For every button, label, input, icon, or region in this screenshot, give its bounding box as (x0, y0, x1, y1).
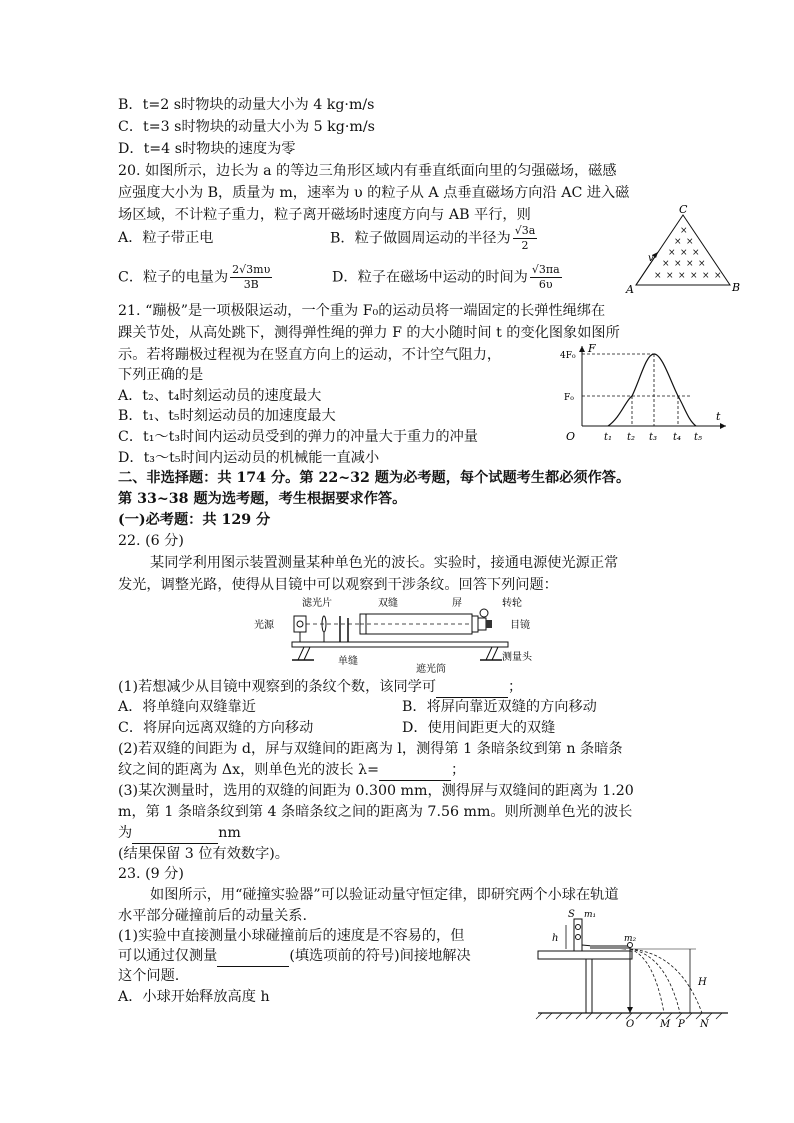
label-p: P (678, 1019, 685, 1030)
q22-part3-note: (结果保留 3 位有效数字)。 (118, 846, 289, 862)
q20-stem-line2: 应强度大小为 B，质量为 m，速率为 υ 的粒子从 A 点垂直磁场方向沿 AC 进入磁 (118, 185, 630, 201)
q22-part3-line1: (3)某次测量时，选用的双缝的间距为 0.300 mm，测得屏与双缝间的距离为 1.20 (118, 783, 634, 799)
label-head: 测量头 (502, 652, 532, 663)
q20-option-b-denominator: 2 (521, 239, 529, 252)
trajectory-p (630, 949, 680, 1013)
q21-option-c: C．t₁～t₃时间内运动员受到的弹力的冲量大于重力的冲量 (118, 429, 478, 445)
q22-apparatus-figure (248, 594, 544, 676)
q22-part3-line2: m，第 1 条暗条纹到第 4 条暗条纹之间的距离为 7.56 mm。则所测单色光的波长 (118, 804, 633, 820)
q22-part1-text: (1)若想减少从目镜中观察到的条纹个数，该同学可 (118, 679, 437, 695)
q22-part1-end: ； (508, 679, 523, 695)
field-mark: × (666, 271, 674, 281)
eyepiece (486, 620, 492, 628)
q22-part1-blank[interactable] (436, 677, 508, 698)
q22-part3-blank[interactable] (132, 823, 218, 844)
label-m1: m₁ (584, 910, 597, 920)
q22-option-b: B．将屏向靠近双缝的方向移动 (402, 699, 597, 715)
q21-stem-line2: 踝关节处，从高处跳下，测得弹性绳的弹力 F 的大小随时间 t 的变化图象如图所 (118, 325, 620, 341)
screen-plate (472, 616, 478, 632)
q22-part3-line3 (118, 823, 241, 844)
q23-part1-line3: 这个问题. (118, 968, 180, 984)
q20-stem-line3: 场区域，不计粒子重力，粒子离开磁场时速度方向与 AB 平行，则 (118, 207, 531, 223)
field-marks (654, 226, 722, 281)
label-v: v (648, 253, 654, 264)
field-mark: × (698, 259, 706, 269)
tick-t4: t₄ (673, 432, 682, 443)
x-axis-label: t (716, 410, 721, 423)
y-axis-arrow-icon (579, 346, 585, 352)
q19-option-b: B．t=2 s时物块的动量大小为 4 kg·m/s (118, 97, 375, 113)
q23-part1-suffix: (填选项前的符号)间接地解决 (289, 948, 471, 964)
bench-leg-left (304, 647, 310, 660)
q20-option-d-fraction (530, 263, 562, 292)
label-s: S (568, 909, 575, 920)
q23-intro-line1: 如图所示，用“碰撞实验器”可以验证动量守恒定律，即研究两个小球在轨道 (150, 887, 619, 903)
q20-option-a: A．粒子带正电 (118, 230, 214, 246)
drop-arrow-icon (627, 1007, 633, 1013)
field-mark: × (686, 237, 694, 247)
q22-part3-prefix: 为 (118, 825, 133, 841)
q20-option-c-fraction (230, 263, 272, 292)
q21-option-d: D．t₃～t₅时间内运动员的机械能一直减小 (118, 450, 380, 466)
section2-line2: 第 33~38 题为选考题，考生根据要求作答。 (118, 491, 407, 507)
label-o: O (626, 1019, 635, 1030)
section2-line3: (一)必考题：共 129 分 (118, 512, 271, 528)
q20-option-c-denominator: 3B (243, 278, 259, 291)
tick-t5: t₅ (694, 432, 703, 443)
q20-stem-line1: 20. 如图所示，边长为 a 的等边三角形区域内有垂直纸面向里的匀强磁场，磁感 (118, 163, 617, 179)
q22-part2-end: ； (450, 762, 466, 778)
tick-t3: t₃ (649, 432, 658, 443)
q22-intro-line1: 某同学利用图示装置测量某种单色光的波长。实验时，接通电源使光源正常 (150, 555, 619, 571)
q20-option-d (332, 263, 564, 292)
label-single-slit: 单缝 (338, 656, 358, 667)
light-source-box (294, 616, 306, 632)
q21-option-a: A．t₂、t₄时刻运动员的速度最大 (118, 388, 322, 404)
tick-f0: F₀ (564, 393, 574, 403)
label-eyepiece: 目镜 (510, 620, 530, 631)
q19-option-c: C．t=3 s时物块的动量大小为 5 kg·m/s (118, 119, 375, 135)
track (590, 945, 630, 949)
q22-intro-line2: 发光，调整光路，使得从目镜中可以观察到干涉条纹。回答下列问题： (118, 577, 558, 593)
q23-header: 23. (9 分) (118, 866, 184, 882)
field-mark: × (674, 237, 682, 247)
q20-triangle-figure (622, 203, 742, 295)
q21-stem-line4: 下列正确的是 (118, 367, 204, 383)
q22-part1 (118, 677, 522, 698)
tick-t2: t₂ (627, 432, 636, 443)
q23-collision-figure (530, 905, 730, 1030)
q20-option-d-denominator: 6υ (538, 278, 553, 291)
q21-stem-line3: 示。若将蹦极过程视为在竖直方向上的运动，不计空气阻力， (118, 347, 502, 363)
field-mark: × (654, 271, 662, 281)
q20-option-c-numerator: 2√3mυ (232, 263, 271, 276)
label-c: C (679, 203, 688, 216)
field-mark: × (674, 259, 682, 269)
wheel-icon (480, 609, 488, 617)
label-m2: m₂ (624, 934, 637, 944)
label-filter: 滤光片 (302, 598, 332, 609)
label-wheel: 转轮 (502, 598, 522, 609)
y-axis-label: F (588, 342, 596, 355)
field-mark: × (662, 259, 670, 269)
q22-part2-line1: (2)若双缝的间距为 d，屏与双缝间的距离为 l，测得第 1 条暗条纹到第 n 条暗条 (118, 741, 623, 757)
field-mark: × (668, 248, 676, 258)
q20-option-b-numerator: √3a (514, 224, 536, 237)
section2-line1: 二、非选择题：共 174 分。第 22~32 题为必考题，每个试题考生都必须作答。 (118, 470, 631, 486)
q19-option-d: D．t=4 s时物块的速度为零 (118, 141, 296, 157)
field-mark: × (686, 259, 694, 269)
optical-bench (292, 642, 508, 647)
field-mark: × (702, 271, 710, 281)
q22-option-d: D．使用间距更大的双缝 (402, 720, 556, 736)
tick-t1: t₁ (604, 432, 613, 443)
label-h: h (552, 933, 559, 944)
q22-part2-line2 (118, 760, 465, 781)
q23-option-a: A．小球开始释放高度 h (118, 989, 270, 1005)
q23-part1-line2 (118, 946, 471, 967)
field-mark: × (678, 271, 686, 281)
q20-option-d-numerator: √3πa (531, 263, 560, 276)
force-curve (608, 354, 696, 426)
label-m: M (660, 1019, 671, 1030)
label-H: H (698, 977, 707, 988)
q21-force-time-graph (560, 340, 735, 448)
field-mark: × (692, 248, 700, 258)
q22-part3-unit: nm (218, 825, 241, 841)
measuring-head (478, 618, 486, 630)
q22-option-a: A．将单缝向双缝靠近 (118, 699, 256, 715)
bench-leg-right (486, 647, 492, 660)
q20-option-d-text: D．粒子在磁场中运动的时间为 (332, 269, 528, 286)
label-b: B (732, 281, 741, 294)
q23-part1-line1: (1)实验中直接测量小球碰撞前后的速度是不容易的，但 (118, 928, 465, 944)
field-mark: × (714, 271, 722, 281)
x-axis-arrow-icon (720, 423, 726, 429)
label-source: 光源 (254, 620, 274, 631)
q22-header: 22. (6 分) (118, 533, 184, 549)
label-double-slit: 双缝 (378, 598, 398, 609)
field-mark: × (690, 271, 698, 281)
q20-option-c (118, 263, 274, 292)
q22-option-c: C．将屏向远离双缝的方向移动 (118, 720, 314, 736)
label-screen: 屏 (452, 598, 462, 609)
trajectory-m (630, 949, 664, 1013)
q23-part1-blank[interactable] (217, 946, 289, 967)
field-mark: × (680, 226, 688, 236)
bench-leg-left (298, 647, 304, 660)
q22-part2-text: 纹之间的距离为 Δx，则单色光的波长 λ= (118, 762, 379, 778)
q20-option-b-text: B．粒子做圆周运动的半径为 (330, 230, 511, 247)
q21-stem-line1: 21. “蹦极”是一项极限运动，一个重为 F₀的运动员将一端固定的长弹性绳绑在 (118, 303, 606, 319)
tick-4f0: 4F₀ (560, 351, 576, 361)
label-a: A (626, 283, 634, 295)
q20-option-b-fraction (513, 224, 538, 253)
q20-option-c-text: C．粒子的电量为 (118, 269, 229, 286)
q20-option-b (330, 224, 539, 253)
bench-leg-right (492, 647, 498, 660)
table-top (538, 951, 632, 959)
q23-intro-line2: 水平部分碰撞前后的动量关系. (118, 908, 307, 924)
label-n: N (700, 1019, 709, 1030)
label-tube: 遮光筒 (416, 664, 446, 675)
q22-part2-blank[interactable] (379, 760, 451, 781)
origin-label: O (566, 430, 576, 443)
field-mark: × (680, 248, 688, 258)
q21-option-b: B．t₁、t₅时刻运动员的加速度最大 (118, 408, 336, 424)
q23-part1-prefix: 可以通过仅测量 (118, 948, 218, 964)
trajectory-n (630, 949, 702, 1013)
